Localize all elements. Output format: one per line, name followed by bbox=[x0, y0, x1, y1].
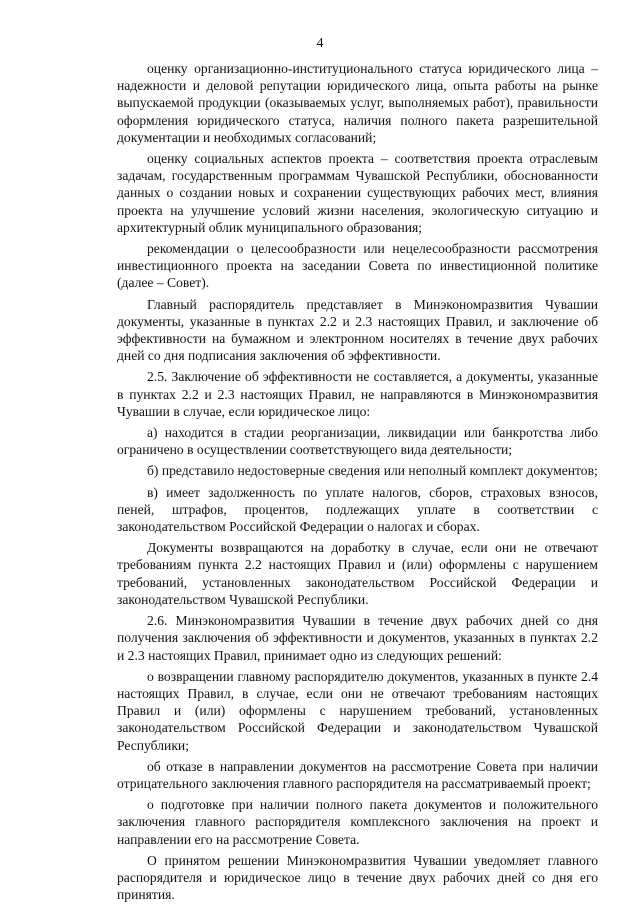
paragraph-3: рекомендации о целесообразности или нецелесообразности рассмотрения инвестиционного проекта на заседании Совета по инвестиционной политике (далее – Совет). bbox=[117, 241, 598, 291]
paragraph-8: в) имеет задолженность по уплате налогов, сборов, страховых взносов, пеней, штрафов, процентов, подлежащих уплате в соответствии с законодательством Российской Федерации о налогах и сборах. bbox=[117, 484, 598, 535]
paragraph-13: о подготовке при наличии полного пакета документов и положительного заключения главного распорядителя комплексного заключения на проект и направлении его на рассмотрение Совета. bbox=[117, 797, 598, 847]
page-number: 4 bbox=[316, 36, 324, 51]
paragraph-5: 2.5. Заключение об эффективности не составляется, а документы, указанные в пунктах 2.2 и 2.3 настоящих Правил, не направляются в Минэкономразвития Чувашии в случае, если юридическое лицо: bbox=[117, 369, 598, 419]
paragraph-12: об отказе в направлении документов на рассмотрение Совета при наличии отрицательного заключения главного распорядителя на рассматриваемый проект; bbox=[117, 758, 598, 791]
paragraph-2: оценку социальных аспектов проекта – соответствия проекта отраслевым задачам, государственным программам Чувашской Республики, обоснованности данных о создании новых и сохранении существующих рабочих мест, влияния проекта на улучшение условий жизни населения, экологическую ситуацию и архитектурный облик муниципального образования; bbox=[117, 151, 598, 235]
paragraph-10: 2.6. Минэкономразвития Чувашии в течение двух рабочих дней со дня получения заключения об эффективности и документов, указанных в пунктах 2.2 и 2.3 настоящих Правил, принимает одно из следующих решений: bbox=[117, 613, 598, 663]
paragraph-7: б) представило недостоверные сведения или неполный комплект документов; bbox=[147, 463, 598, 479]
paragraph-6: а) находится в стадии реорганизации, ликвидации или банкротства либо ограничено в осуществлении соответствующего вида деятельности; bbox=[117, 425, 598, 458]
paragraph-11: о возвращении главному распорядителю документов, указанных в пункте 2.4 настоящих Правил, в случае, если они не отвечают требованиям настоящих Правил и (или) оформлены с нарушением требований, установленных законодательством Российской Федерации и законодательством Чувашской Республики; bbox=[117, 668, 598, 753]
paragraph-14: О принятом решении Минэкономразвития Чувашии уведомляет главного распорядителя и юридическое лицо в течение двух рабочих дней со дня его принятия. bbox=[117, 852, 598, 903]
paragraph-9: Документы возвращаются на доработку в случае, если они не отвечают требованиям пункта 2.2 настоящих Правил и (или) оформлены с нарушением требований, установленных законодательством Российской Федерации и законодательством Чувашской Республики. bbox=[117, 540, 598, 607]
paragraph-1: оценку организационно-институционального статуса юридического лица – надежности и деловой репутации юридического лица, опыта работы на рынке выпускаемой продукции (оказываемых услуг, выполняемых работ), правильности оформления юридического статуса, наличия полного пакета разрешительной документации и необходимых согласований; bbox=[117, 61, 598, 145]
document-body bbox=[117, 60, 598, 907]
paragraph-4: Главный распорядитель представляет в Минэкономразвития Чувашии документы, указанные в пунктах 2.2 и 2.3 настоящих Правил, и заключение об эффективности на бумажном и электронном носителях в течение двух рабочих дней со дня подписания заключения об эффективности. bbox=[117, 296, 598, 364]
